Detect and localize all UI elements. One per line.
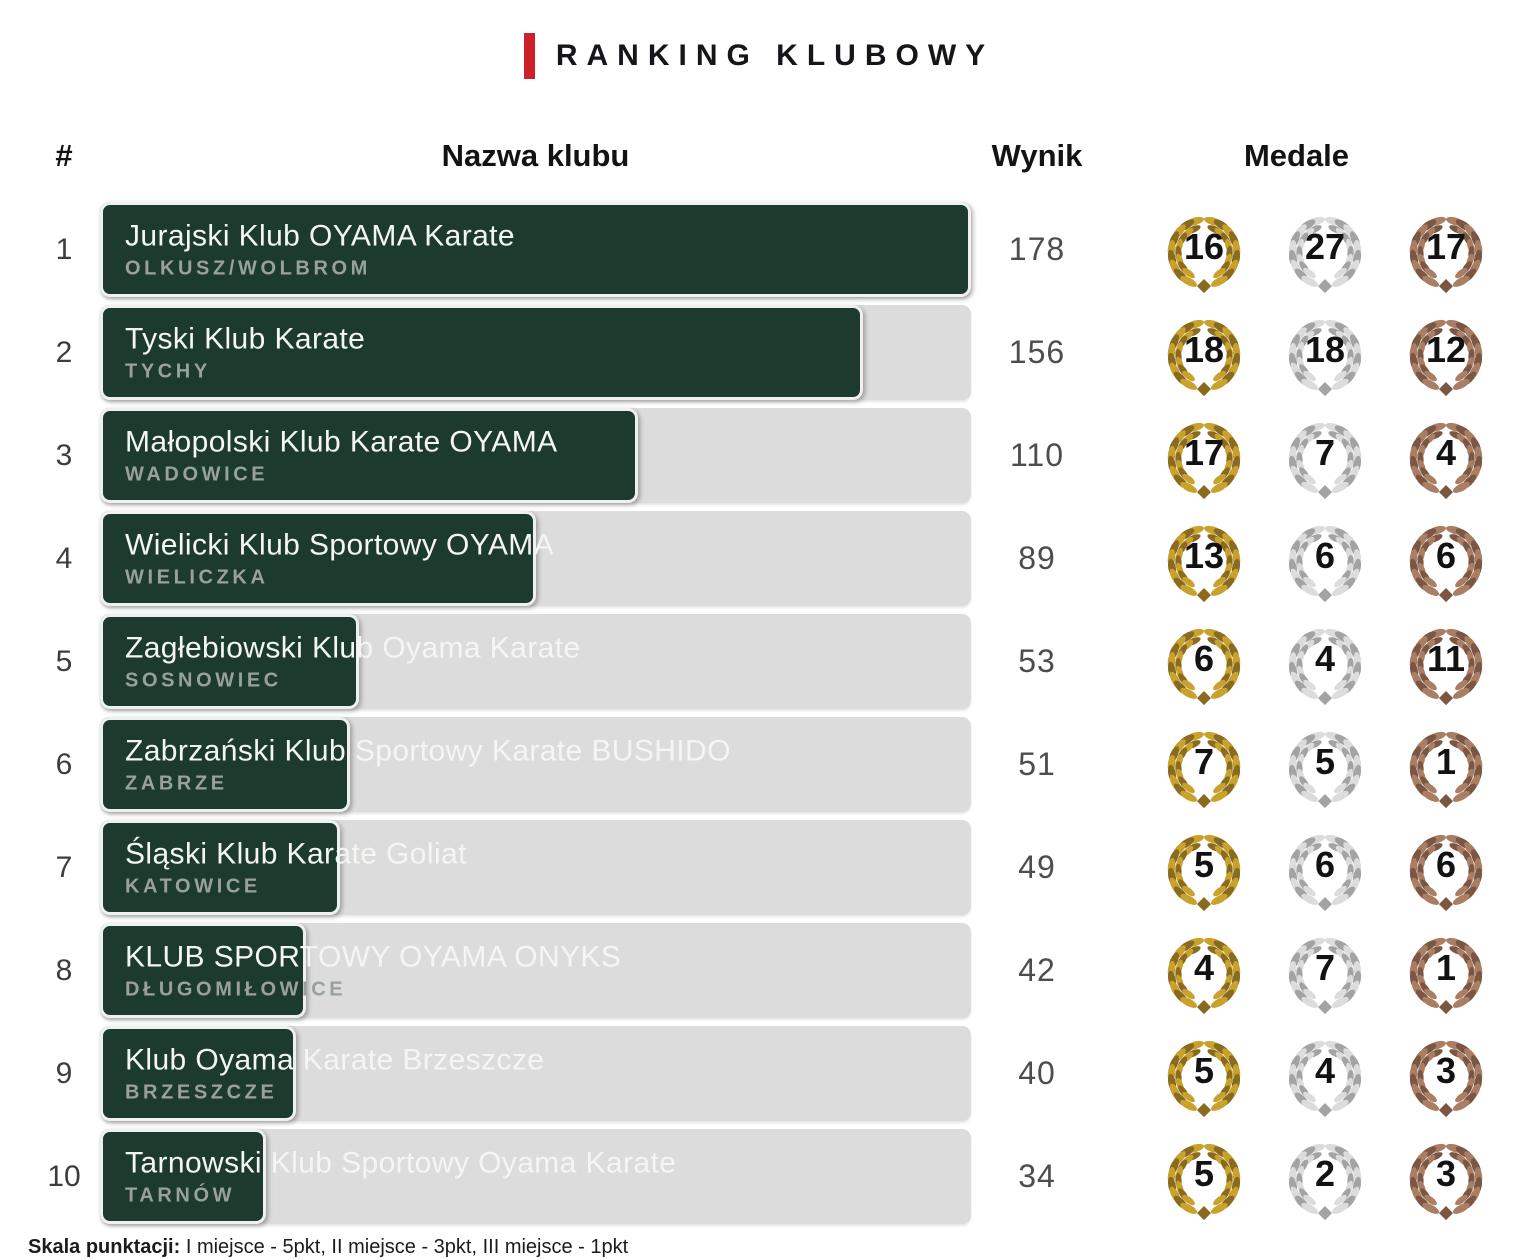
bronze-medal bbox=[1402, 617, 1490, 707]
rank-number: 8 bbox=[55, 953, 73, 987]
rank-number: 7 bbox=[55, 850, 73, 884]
club-label bbox=[125, 425, 558, 486]
club-label bbox=[125, 1146, 676, 1207]
rank-number: 9 bbox=[55, 1056, 73, 1090]
silver-medal-count: 27 bbox=[1304, 225, 1346, 267]
silver-medal bbox=[1281, 926, 1369, 1016]
gold-medal-count: 13 bbox=[1183, 534, 1225, 576]
club-city: WADOWICE bbox=[125, 463, 269, 485]
scoring-note-label: Skala punktacji: bbox=[28, 1236, 181, 1258]
bronze-medal bbox=[1402, 205, 1490, 295]
score-bar-track bbox=[100, 305, 971, 400]
gold-medal-count: 5 bbox=[1193, 1049, 1215, 1091]
gold-medal bbox=[1160, 1132, 1248, 1222]
gold-medal bbox=[1160, 205, 1248, 295]
bronze-medal bbox=[1402, 1132, 1490, 1222]
bronze-medal-count: 3 bbox=[1435, 1152, 1457, 1194]
club-name: Wielicki Klub Sportowy OYAMA bbox=[125, 528, 555, 561]
bronze-medal-count: 1 bbox=[1435, 946, 1457, 988]
silver-medal bbox=[1281, 205, 1369, 295]
club-name: Śląski Klub Karate Goliat bbox=[125, 837, 467, 870]
silver-medal-count: 5 bbox=[1314, 740, 1336, 782]
col-header-rank: # bbox=[55, 138, 73, 173]
medal-list bbox=[1103, 1026, 1490, 1121]
club-city: OLKUSZ/WOLBROM bbox=[125, 257, 371, 279]
club-name: Tarnowski Klub Sportowy Oyama Karate bbox=[125, 1146, 677, 1179]
bronze-medal bbox=[1402, 308, 1490, 398]
club-city: ZABRZE bbox=[125, 772, 228, 794]
bronze-medal bbox=[1402, 720, 1490, 810]
score-value: 42 bbox=[1018, 952, 1056, 988]
score-bar-track bbox=[100, 923, 971, 1018]
rank-number: 6 bbox=[55, 747, 73, 781]
silver-medal bbox=[1281, 617, 1369, 707]
bronze-medal-count: 12 bbox=[1425, 328, 1467, 370]
score-value: 49 bbox=[1018, 849, 1056, 885]
club-name: Zabrzański Klub Sportowy Karate BUSHIDO bbox=[125, 734, 731, 767]
medal-list bbox=[1103, 408, 1490, 503]
gold-medal-count: 16 bbox=[1183, 225, 1225, 267]
silver-medal bbox=[1281, 823, 1369, 913]
ranking-row bbox=[28, 820, 1490, 915]
rank-number: 4 bbox=[55, 541, 73, 575]
ranking-row bbox=[28, 511, 1490, 606]
silver-medal bbox=[1281, 411, 1369, 501]
club-city: TARNÓW bbox=[125, 1184, 236, 1206]
bronze-medal-count: 6 bbox=[1435, 843, 1457, 885]
ranking-row bbox=[28, 923, 1490, 1018]
club-city: KATOWICE bbox=[125, 875, 261, 897]
silver-medal bbox=[1281, 720, 1369, 810]
score-bar-track bbox=[100, 820, 971, 915]
score-bar-track bbox=[100, 1026, 971, 1121]
gold-medal bbox=[1160, 926, 1248, 1016]
medal-list bbox=[1103, 820, 1490, 915]
ranking-row bbox=[28, 1026, 1490, 1121]
medal-list bbox=[1103, 1129, 1490, 1224]
gold-medal bbox=[1160, 720, 1248, 810]
silver-medal-count: 4 bbox=[1314, 637, 1336, 679]
silver-medal-count: 7 bbox=[1314, 946, 1336, 988]
ranking-row bbox=[28, 408, 1490, 503]
score-value: 34 bbox=[1018, 1158, 1056, 1194]
medal-list bbox=[1103, 305, 1490, 400]
bronze-medal-count: 17 bbox=[1425, 225, 1467, 267]
score-bar-track bbox=[100, 614, 971, 709]
club-name: Tyski Klub Karate bbox=[125, 322, 366, 355]
gold-medal-count: 7 bbox=[1193, 740, 1215, 782]
gold-medal bbox=[1160, 411, 1248, 501]
bronze-medal bbox=[1402, 514, 1490, 604]
ranking-row bbox=[28, 614, 1490, 709]
club-name: Jurajski Klub OYAMA Karate bbox=[125, 219, 515, 252]
club-name: Klub Oyama Karate Brzeszcze bbox=[125, 1043, 545, 1076]
club-city: SOSNOWIEC bbox=[125, 669, 282, 691]
gold-medal-count: 4 bbox=[1193, 946, 1215, 988]
score-value: 40 bbox=[1018, 1055, 1056, 1091]
club-label bbox=[125, 1043, 544, 1104]
col-header-club: Nazwa klubu bbox=[441, 138, 630, 173]
club-label bbox=[125, 219, 515, 280]
ranking-rows bbox=[28, 202, 1490, 1224]
title-accent-bar bbox=[524, 33, 535, 79]
gold-medal-count: 6 bbox=[1193, 637, 1215, 679]
gold-medal bbox=[1160, 1029, 1248, 1119]
score-value: 53 bbox=[1018, 643, 1056, 679]
silver-medal bbox=[1281, 514, 1369, 604]
gold-medal-count: 5 bbox=[1193, 1152, 1215, 1194]
bronze-medal-count: 1 bbox=[1435, 740, 1457, 782]
gold-medal-count: 18 bbox=[1183, 328, 1225, 370]
gold-medal bbox=[1160, 617, 1248, 707]
silver-medal-count: 7 bbox=[1314, 431, 1336, 473]
club-name: KLUB SPORTOWY OYAMA ONYKS bbox=[125, 940, 622, 973]
silver-medal bbox=[1281, 1132, 1369, 1222]
scoring-note bbox=[28, 1236, 1490, 1259]
medal-list bbox=[1103, 717, 1490, 812]
ranking-row bbox=[28, 305, 1490, 400]
club-city: DŁUGOMIŁOWICE bbox=[125, 978, 347, 1000]
silver-medal-count: 6 bbox=[1314, 534, 1336, 576]
medal-list bbox=[1103, 923, 1490, 1018]
club-city: WIELICZKA bbox=[125, 566, 269, 588]
silver-medal-count: 4 bbox=[1314, 1049, 1336, 1091]
bronze-medal-count: 3 bbox=[1435, 1049, 1457, 1091]
club-label bbox=[125, 734, 731, 795]
club-label bbox=[125, 837, 467, 898]
bronze-medal bbox=[1402, 1029, 1490, 1119]
bronze-medal-count: 4 bbox=[1435, 431, 1457, 473]
club-label bbox=[125, 631, 581, 692]
club-city: BRZESZCZE bbox=[125, 1081, 278, 1103]
club-label bbox=[125, 528, 554, 589]
col-header-medals: Medale bbox=[1243, 138, 1350, 173]
silver-medal-count: 2 bbox=[1314, 1152, 1336, 1194]
scoring-note-text: I miejsce - 5pkt, II miejsce - 3pkt, III miejsce - 1pkt bbox=[180, 1236, 629, 1258]
club-name: Zagłebiowski Klub Oyama Karate bbox=[125, 631, 581, 664]
club-city: TYCHY bbox=[125, 360, 211, 382]
score-bar-track bbox=[100, 1129, 971, 1224]
table-header bbox=[28, 138, 1490, 174]
bronze-medal-count: 6 bbox=[1435, 534, 1457, 576]
score-bar-track bbox=[100, 717, 971, 812]
club-label bbox=[125, 940, 621, 1001]
medal-list bbox=[1103, 511, 1490, 606]
score-value: 89 bbox=[1018, 540, 1056, 576]
club-name: Małopolski Klub Karate OYAMA bbox=[125, 425, 558, 458]
ranking-row bbox=[28, 202, 1490, 297]
silver-medal bbox=[1281, 1029, 1369, 1119]
medal-list bbox=[1103, 614, 1490, 709]
club-label bbox=[125, 322, 365, 383]
score-value: 110 bbox=[1009, 437, 1064, 473]
score-value: 51 bbox=[1018, 746, 1056, 782]
gold-medal-count: 17 bbox=[1183, 431, 1225, 473]
rank-number: 5 bbox=[55, 644, 73, 678]
bronze-medal bbox=[1402, 926, 1490, 1016]
rank-number: 1 bbox=[55, 232, 73, 266]
ranking-row bbox=[28, 1129, 1490, 1224]
gold-medal-count: 5 bbox=[1193, 843, 1215, 885]
ranking-row bbox=[28, 717, 1490, 812]
page-title: RANKING KLUBOWY bbox=[555, 39, 995, 72]
silver-medal-count: 18 bbox=[1304, 328, 1346, 370]
rank-number: 2 bbox=[55, 335, 73, 369]
score-value: 156 bbox=[1008, 334, 1066, 370]
bronze-medal-count: 11 bbox=[1426, 637, 1466, 679]
bronze-medal bbox=[1402, 411, 1490, 501]
score-value: 178 bbox=[1008, 231, 1066, 267]
gold-medal bbox=[1160, 308, 1248, 398]
silver-medal-count: 6 bbox=[1314, 843, 1336, 885]
rank-number: 10 bbox=[47, 1159, 81, 1193]
gold-medal bbox=[1160, 514, 1248, 604]
col-header-score: Wynik bbox=[991, 138, 1083, 173]
score-bar-track bbox=[100, 202, 971, 297]
silver-medal bbox=[1281, 308, 1369, 398]
page-header bbox=[28, 0, 1490, 82]
medal-list bbox=[1103, 202, 1490, 297]
rank-number: 3 bbox=[55, 438, 73, 472]
bronze-medal bbox=[1402, 823, 1490, 913]
score-bar-track bbox=[100, 408, 971, 503]
gold-medal bbox=[1160, 823, 1248, 913]
score-bar-track bbox=[100, 511, 971, 606]
